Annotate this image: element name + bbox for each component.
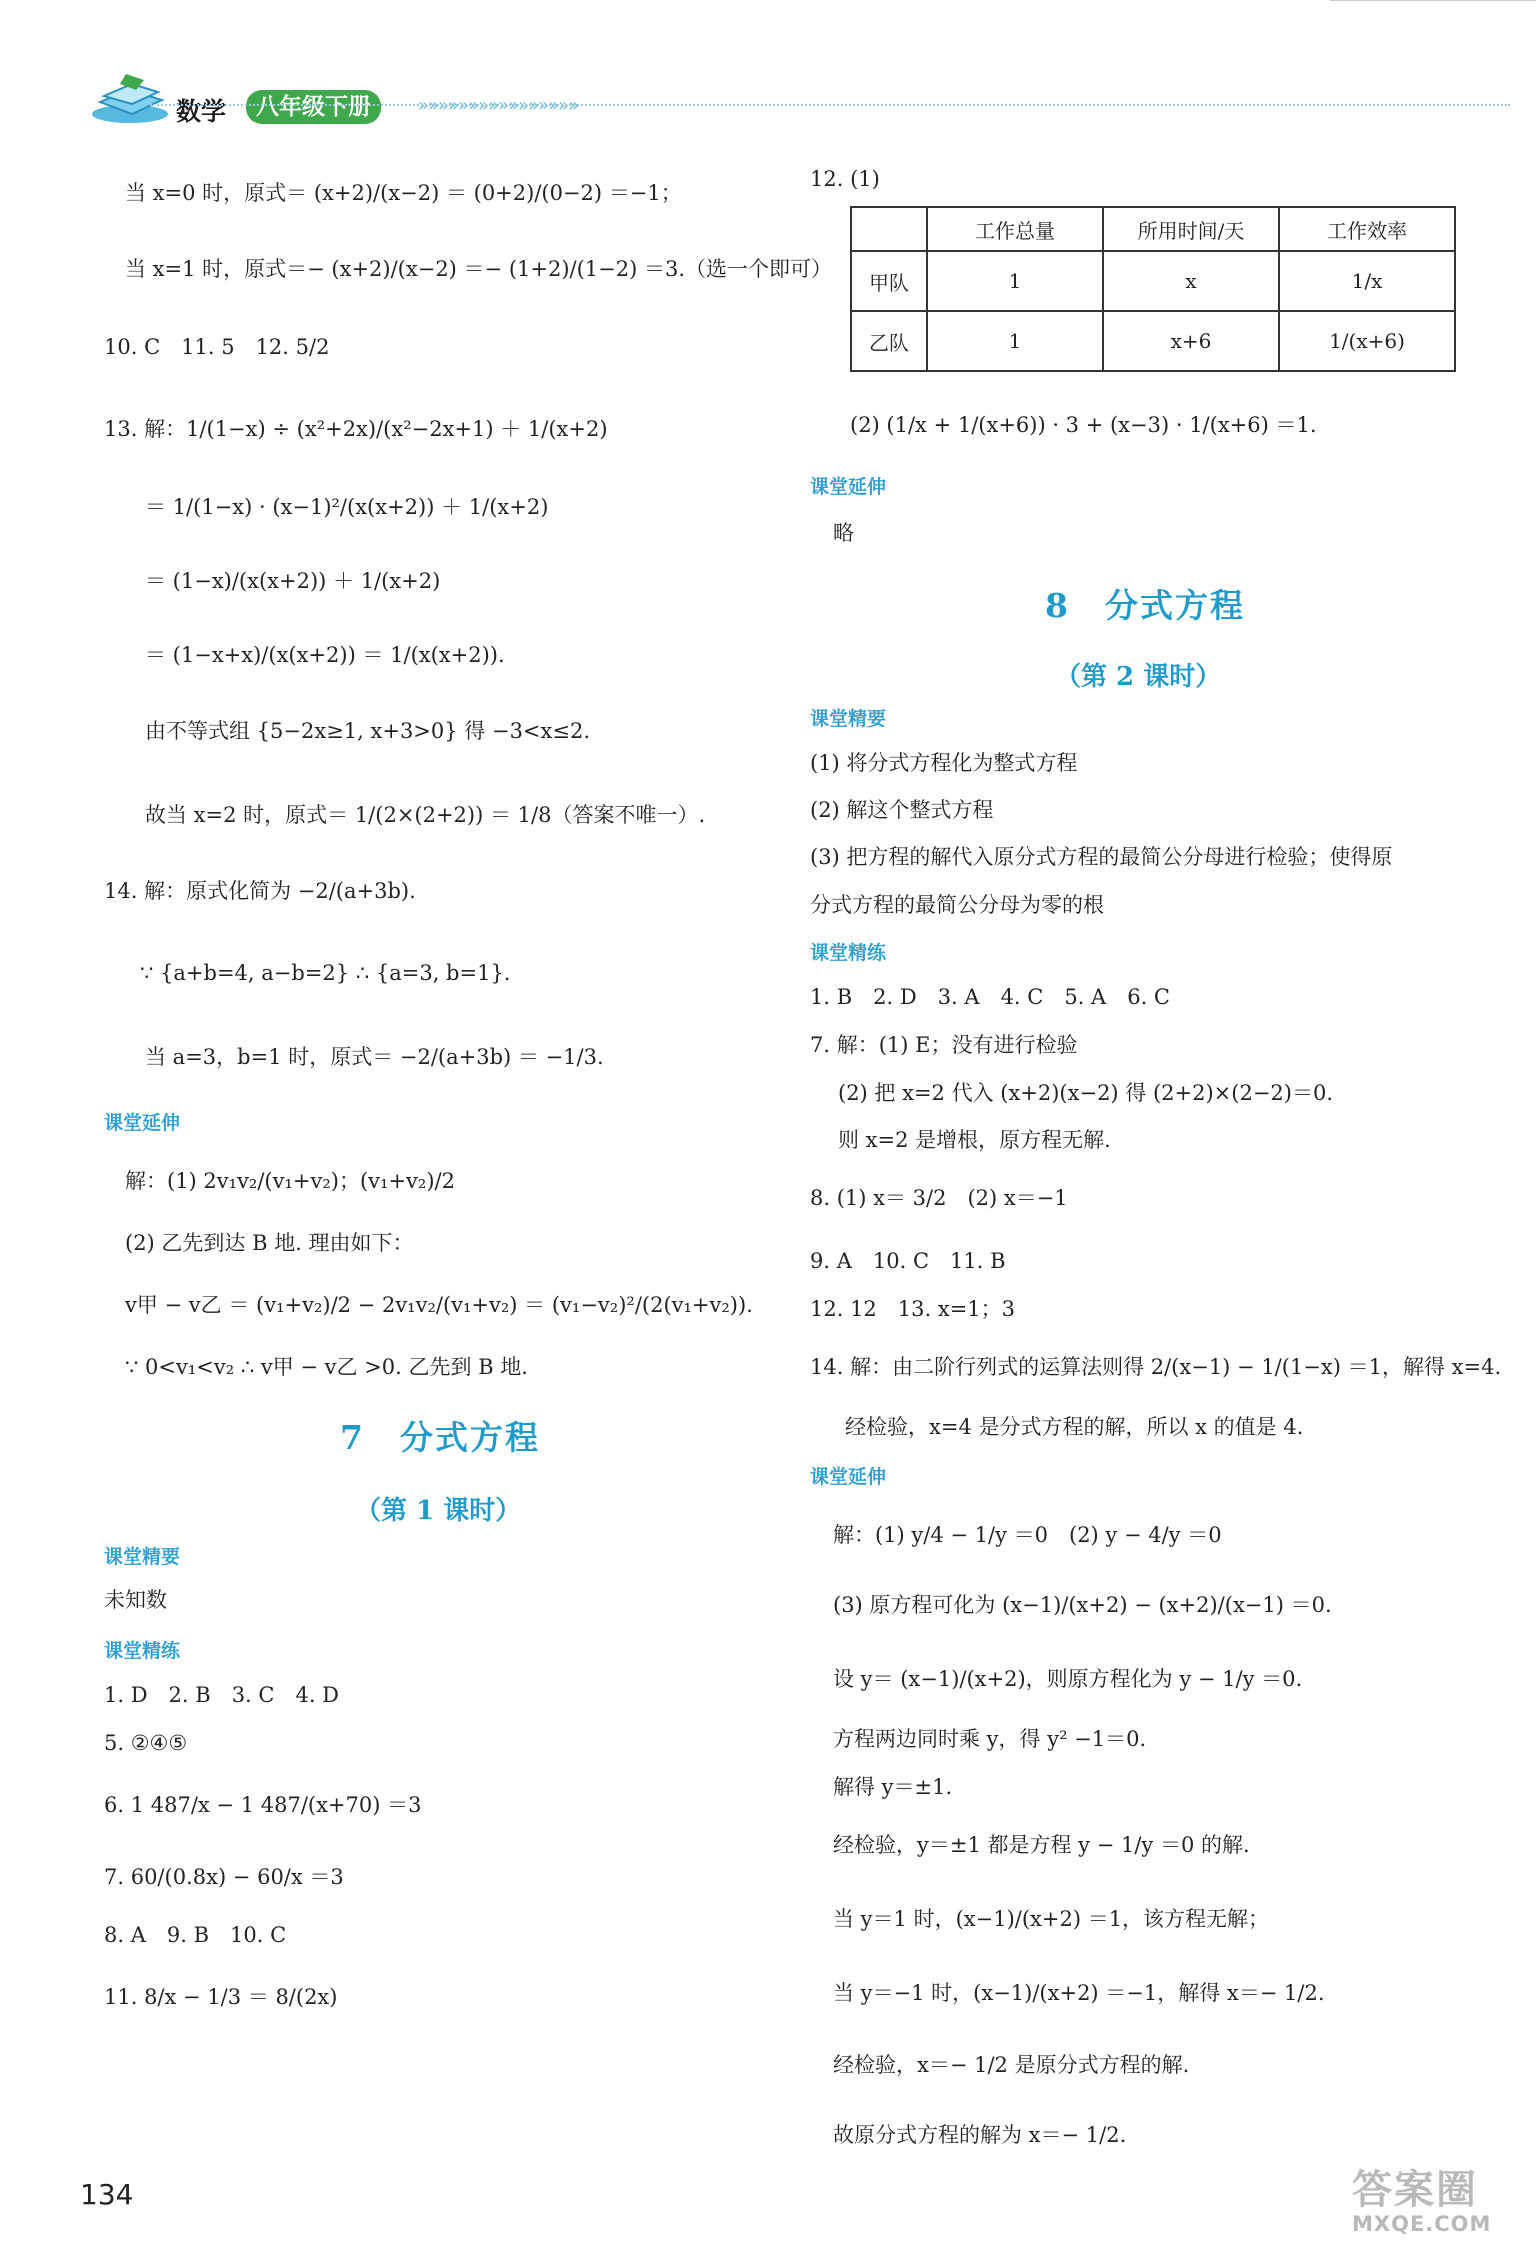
answer-line: 设 y＝ (x−1)/(x+2)，则原方程化为 y − 1/y ＝0. <box>833 1667 1303 1691</box>
answer-line: 12. 12 13. x=1；3 <box>810 1297 1016 1321</box>
answer-line: (1) 将分式方程化为整式方程 <box>810 751 1078 775</box>
section-label: 课堂精要 <box>810 708 887 730</box>
answer-line: 14. 解：原式化简为 −2/(a+3b). <box>104 879 416 903</box>
table-header-cell: 工作总量 <box>927 207 1103 251</box>
answer-line: 1. D 2. B 3. C 4. D <box>104 1683 340 1707</box>
answer-line: ＝ (1−x)/(x(x+2)) ＋ 1/(x+2) <box>145 569 441 593</box>
section-label: 课堂精要 <box>104 1546 181 1568</box>
answer-line: ＝ 1/(1−x) · (x−1)²/(x(x+2)) ＋ 1/(x+2) <box>145 495 549 519</box>
answer-line: 12. (1) <box>810 167 880 191</box>
answer-line: 解：(1) y/4 − 1/y ＝0 (2) y − 4/y ＝0 <box>833 1523 1222 1547</box>
section-label-ketang-yanshen: 课堂延伸 <box>104 1112 181 1134</box>
table-row <box>851 311 1455 371</box>
decorative-arrows: »»»»»»»»»»»»»»»» <box>418 95 579 116</box>
answer-line: 则 x=2 是增根，原方程无解. <box>838 1128 1111 1152</box>
answer-line: 由不等式组 {5−2x≥1, x+3>0} 得 −3<x≤2. <box>145 719 590 743</box>
answer-line: ＝ (1−x+x)/(x(x+2)) ＝ 1/(x(x+2)). <box>145 643 505 667</box>
table-header-cell <box>851 207 927 251</box>
answer-line: ∵ 0<v₁<v₂ ∴ v甲 − v乙 >0. 乙先到 B 地. <box>125 1355 528 1379</box>
grade-badge: 八年级下册 <box>246 90 381 124</box>
answer-line: (3) 原方程可化为 (x−1)/(x+2) − (x+2)/(x−1) ＝0. <box>833 1593 1332 1617</box>
table-cell: 1 <box>927 251 1103 311</box>
answer-line: 7. 解：(1) E；没有进行检验 <box>810 1033 1078 1057</box>
answer-line: 方程两边同时乘 y，得 y² −1＝0. <box>833 1727 1147 1751</box>
watermark-text: 答案圈 <box>1352 2167 1478 2213</box>
section-subtitle-8: （第 2 课时） <box>1055 662 1222 692</box>
answer-line: 14. 解：由二阶行列式的运算法则得 2/(x−1) − 1/(1−x) ＝1，解得 x=4. <box>810 1355 1502 1379</box>
answer-line: 当 y＝1 时，(x−1)/(x+2) ＝1，该方程无解； <box>833 1907 1270 1931</box>
answer-line: 故原分式方程的解为 x＝− 1/2. <box>833 2123 1127 2147</box>
answer-line: 5. ②④⑤ <box>104 1731 188 1755</box>
answer-line: ∵ {a+b=4, a−b=2} ∴ {a=3, b=1}. <box>140 961 511 985</box>
table-cell: 乙队 <box>851 311 927 371</box>
answer-line: 当 x=0 时，原式＝ (x+2)/(x−2) ＝ (0+2)/(0−2) ＝−1； <box>125 181 682 205</box>
section-title-7: 7 分式方程 <box>340 1418 540 1457</box>
answer-line: 当 y＝−1 时，(x−1)/(x+2) ＝−1，解得 x＝− 1/2. <box>833 1981 1325 2005</box>
answer-line: 经检验，x＝− 1/2 是原分式方程的解. <box>833 2053 1190 2077</box>
work-efficiency-table <box>850 206 1456 372</box>
answer-line: 8. (1) x＝ 3/2 (2) x＝−1 <box>810 1186 1068 1210</box>
answer-line: 8. A 9. B 10. C <box>104 1923 287 1947</box>
table-header-row <box>851 207 1455 251</box>
answer-line: 1. B 2. D 3. A 4. C 5. A 6. C <box>810 985 1171 1009</box>
answer-line: 经检验，x=4 是分式方程的解，所以 x 的值是 4. <box>845 1415 1304 1439</box>
section-subtitle-7: （第 1 课时） <box>355 1496 522 1526</box>
section-label: 课堂延伸 <box>810 476 887 498</box>
table-cell: x <box>1103 251 1279 311</box>
answer-line: 故当 x=2 时，原式＝ 1/(2×(2+2)) ＝ 1/8（答案不唯一）. <box>145 803 706 827</box>
answer-line: 当 x=1 时，原式＝− (x+2)/(x−2) ＝− (1+2)/(1−2) ＝3.（选一个即可） <box>125 257 833 281</box>
watermark-logo <box>1352 2168 1522 2244</box>
answer-line: 经检验，y＝±1 都是方程 y − 1/y ＝0 的解. <box>833 1833 1250 1857</box>
answer-line: 分式方程的最简公分母为零的根 <box>810 893 1104 917</box>
table-row <box>851 251 1455 311</box>
answer-line: 10. C 11. 5 12. 5/2 <box>104 335 330 359</box>
section-title-8: 8 分式方程 <box>1045 586 1245 625</box>
section-label: 课堂延伸 <box>810 1466 887 1488</box>
answer-line: (2) 解这个整式方程 <box>810 798 994 822</box>
section-label: 课堂精练 <box>810 942 887 964</box>
subject-label: 数学 <box>176 97 227 126</box>
table-cell: 1/x <box>1279 251 1455 311</box>
answer-line: 未知数 <box>104 1588 167 1612</box>
answer-line: (2) 把 x=2 代入 (x+2)(x−2) 得 (2+2)×(2−2)＝0. <box>838 1081 1334 1105</box>
header-rule <box>150 104 1510 106</box>
answer-line: (2) 乙先到达 B 地. 理由如下： <box>125 1231 414 1255</box>
answer-line: 7. 60/(0.8x) − 60/x ＝3 <box>104 1865 344 1889</box>
table-cell: 1/(x+6) <box>1279 311 1455 371</box>
answer-line: 9. A 10. C 11. B <box>810 1249 1006 1273</box>
answer-line: 6. 1 487/x − 1 487/(x+70) ＝3 <box>104 1793 422 1817</box>
book-stack-icon <box>90 70 170 124</box>
section-label: 课堂精练 <box>104 1640 181 1662</box>
watermark-url: MXQE.COM <box>1352 2212 1492 2236</box>
table-cell: 甲队 <box>851 251 927 311</box>
table-cell: 1 <box>927 311 1103 371</box>
page-header <box>0 0 1536 140</box>
answer-line: 13. 解：1/(1−x) ÷ (x²+2x)/(x²−2x+1) ＋ 1/(x+2) <box>104 417 608 441</box>
page-number: 134 <box>80 2178 134 2211</box>
answer-line: 11. 8/x − 1/3 ＝ 8/(2x) <box>104 1985 338 2009</box>
table-header-cell: 工作效率 <box>1279 207 1455 251</box>
top-rule <box>1330 0 1536 1</box>
answer-line: 当 a=3，b=1 时，原式＝ −2/(a+3b) ＝ −1/3. <box>145 1045 604 1069</box>
answer-line: v甲 − v乙 ＝ (v₁+v₂)/2 − 2v₁v₂/(v₁+v₂) ＝ (v₁−v₂)²/(2(v₁+v₂)). <box>125 1293 753 1317</box>
table-cell: x+6 <box>1103 311 1279 371</box>
answer-line: (2) (1/x + 1/(x+6)) · 3 + (x−3) · 1/(x+6) ＝1. <box>850 413 1317 437</box>
answer-line: (3) 把方程的解代入原分式方程的最简公分母进行检验；使得原 <box>810 845 1393 869</box>
table-header-cell: 所用时间/天 <box>1103 207 1279 251</box>
answer-line: 略 <box>833 521 854 545</box>
answer-line: 解：(1) 2v₁v₂/(v₁+v₂)；(v₁+v₂)/2 <box>125 1169 455 1193</box>
answer-line: 解得 y＝±1. <box>833 1775 953 1799</box>
